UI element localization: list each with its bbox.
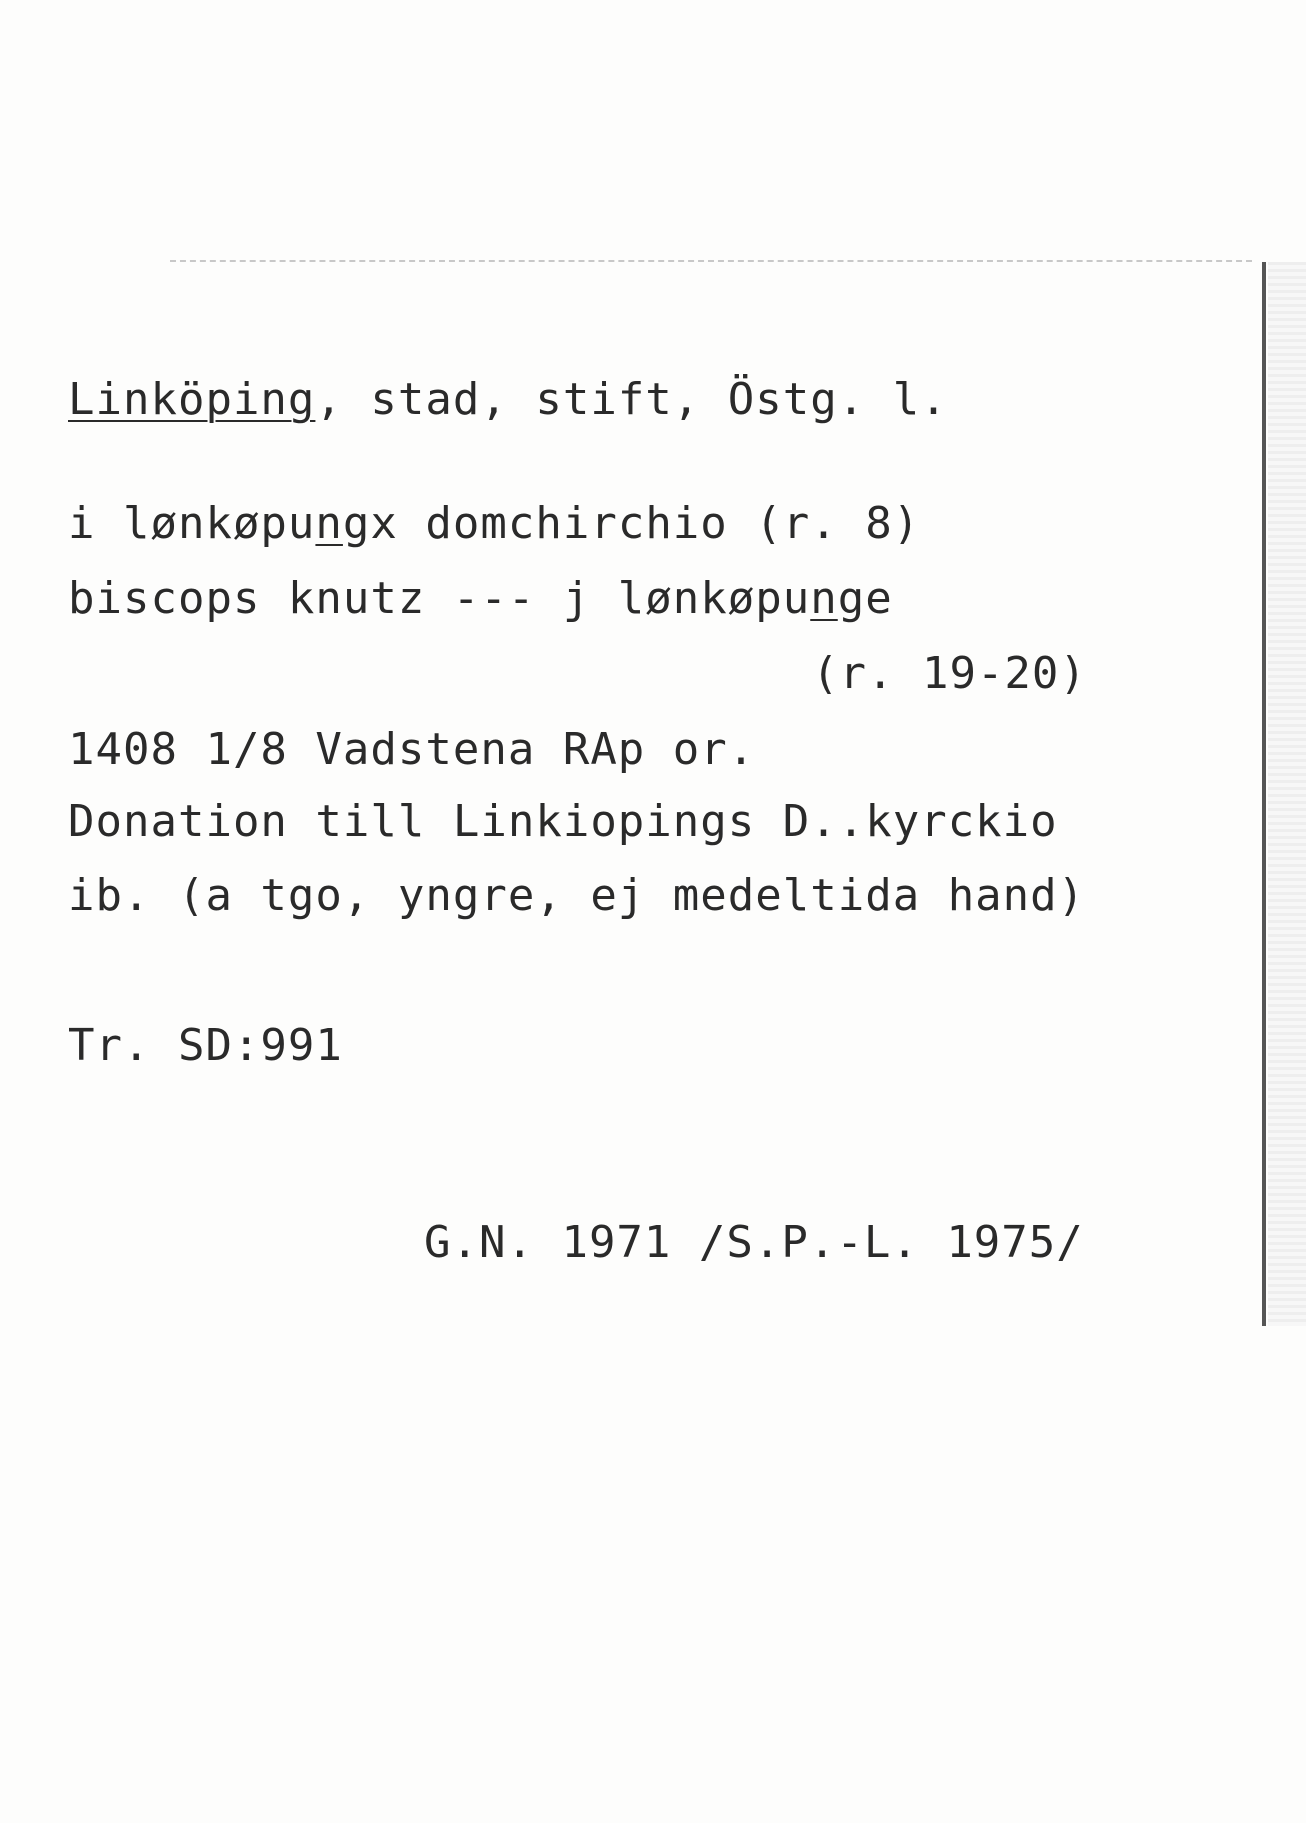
- top-rule: [170, 260, 1252, 262]
- card-edge-texture: [1268, 262, 1306, 1326]
- source-line: 1408 1/8 Vadstena RAp or.: [68, 724, 756, 775]
- heading-description: , stad, stift, Östg. l.: [315, 374, 948, 425]
- card-right-edge: [1262, 262, 1266, 1326]
- quote-line-3: (r. 19-20): [812, 648, 1087, 699]
- quote-line-2-end: ge: [837, 573, 893, 624]
- signature-line: G.N. 1971 /S.P.-L. 1975/: [424, 1217, 1084, 1268]
- quote-line-2-mark: n: [810, 573, 838, 624]
- quote-line-1: [68, 494, 920, 554]
- quote-line-2: [68, 569, 893, 629]
- quote-line-2-start: biscops knutz --- j lønkøpu: [68, 573, 811, 624]
- donation-line: Donation till Linkiopings D..kyrckio: [68, 796, 1058, 847]
- quote-line-1-end: gx domchirchio (r. 8): [342, 498, 921, 549]
- note-line: ib. (a tgo, yngre, ej medeltida hand): [68, 870, 1086, 921]
- reference-line: Tr. SD:991: [68, 1020, 343, 1071]
- card-heading: [68, 370, 948, 430]
- headword: Linköping: [68, 374, 316, 425]
- quote-line-1-start: i lønkøpu: [68, 498, 316, 549]
- quote-line-1-mark: n: [315, 498, 343, 549]
